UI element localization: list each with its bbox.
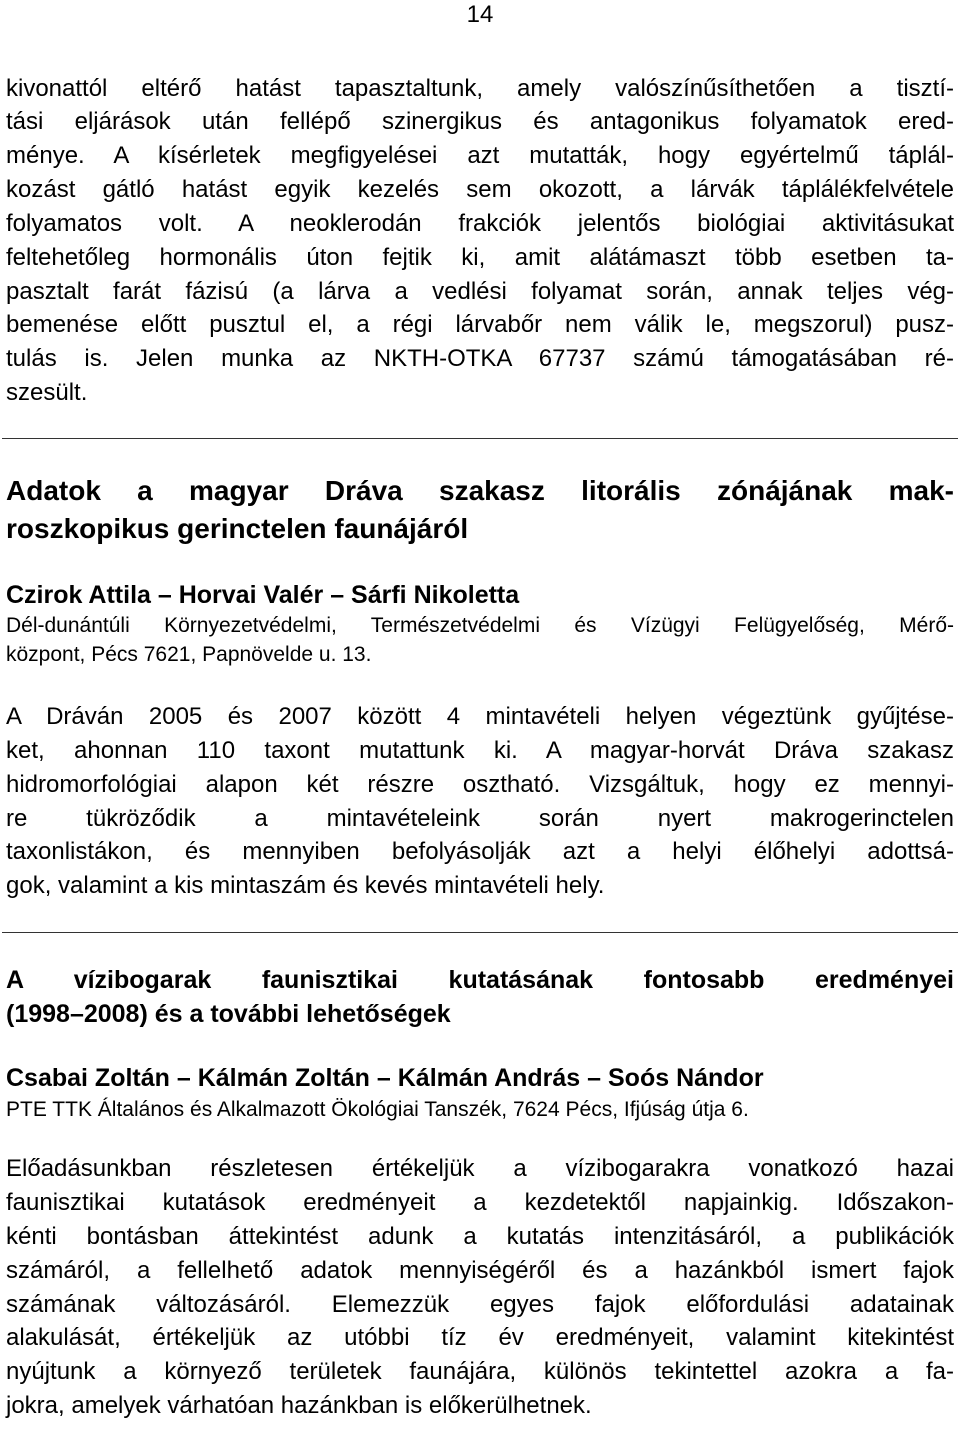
article-title-line: Adatok a magyar Dráva szakasz litorális zónájának mak- [6, 475, 954, 506]
abstract-line: jokra, amelyek várhatóan hazánkban is előkerülhetnek. [6, 1392, 592, 1419]
abstract-line: re tükröződik a mintavételeink során nyert makrogerinctelen [6, 805, 954, 832]
abstract-line: alakulását, értékeljük az utóbbi tíz év eredményeit, valamint kitekintést [6, 1324, 954, 1351]
abstract-line: hidromorfológiai alapon két részre osztható. Vizsgáltuk, hogy ez mennyi- [6, 771, 954, 798]
text-line: pasztalt farát fázisú (a lárva a vedlési folyamat során, annak teljes vég- [6, 278, 954, 305]
text-line: tási eljárások után fellépő szinergikus és antagonikus folyamatok ered- [6, 108, 954, 135]
article-title-line: (1998–2008) és a további lehetőségek [6, 1000, 451, 1028]
page-number: 14 [466, 1, 494, 28]
text-line: tulás is. Jelen munka az NKTH-OTKA 67737 számú támogatásában ré- [6, 345, 954, 372]
abstract-line: ket, ahonnan 110 taxont mutattunk ki. A magyar-horvát Dráva szakasz [6, 737, 954, 764]
abstract-line: kénti bontásban áttekintést adunk a kutatás intenzitásáról, a publikációk [6, 1223, 954, 1250]
text-line: kozást gátló hatást egyik kezelés sem okozott, a lárvák táplálékfelvétele [6, 176, 954, 203]
affiliation-line: Dél-dunántúli Környezetvédelmi, Természetvédelmi és Vízügyi Felügyelőség, Mérő- [6, 614, 954, 637]
article-title-line: A vízibogarak faunisztikai kutatásának fontosabb eredményei [6, 966, 954, 994]
article-authors: Csabai Zoltán – Kálmán Zoltán – Kálmán András – Soós Nándor [6, 1064, 764, 1092]
affiliation-line: PTE TTK Általános és Alkalmazott Ökológiai Tanszék, 7624 Pécs, Ifjúság útja 6. [6, 1098, 749, 1121]
abstract-line: számáról, a fellelhető adatok mennyiségéről és a hazánkból ismert fajok [6, 1257, 954, 1284]
text-line: ménye. A kísérletek megfigyelései azt mutatták, hogy egyértelmű táplál- [6, 142, 954, 169]
section-divider [2, 932, 958, 933]
text-line: feltehetőleg hormonális úton fejtik ki, amit alátámaszt több esetben ta- [6, 244, 954, 271]
text-line: bemenése előtt pusztul el, a régi lárvabőr nem válik le, megszorul) pusz- [6, 311, 954, 338]
abstract-line: számának változásáról. Elemezzük egyes fajok előfordulási adatainak [6, 1291, 954, 1318]
text-line: kivonattól eltérő hatást tapasztaltunk, amely valószínűsíthetően a tisztí- [6, 75, 954, 102]
abstract-line: taxonlistákon, és mennyiben befolyásolják azt a helyi élőhelyi adottsá- [6, 838, 954, 865]
article-authors: Czirok Attila – Horvai Valér – Sárfi Nikoletta [6, 581, 520, 609]
abstract-line: faunisztikai kutatások eredményeit a kezdetektől napjainkig. Időszakon- [6, 1189, 954, 1216]
affiliation-line: központ, Pécs 7621, Papnövelde u. 13. [6, 643, 372, 666]
abstract-line: gok, valamint a kis mintaszám és kevés mintavételi hely. [6, 872, 605, 899]
text-line: szesült. [6, 379, 88, 406]
section-divider [2, 438, 958, 439]
article-title-line: roszkopikus gerinctelen faunájáról [6, 513, 469, 544]
abstract-line: A Dráván 2005 és 2007 között 4 mintavételi helyen végeztünk gyűjtése- [6, 703, 954, 730]
abstract-line: nyújtunk a környező területek faunájára, különös tekintettel azokra a fa- [6, 1358, 954, 1385]
text-line: folyamatos volt. A neoklerodán frakciók jelentős biológiai aktivitásukat [6, 210, 954, 237]
abstract-line: Előadásunkban részletesen értékeljük a vízibogarakra vonatkozó hazai [6, 1155, 954, 1182]
